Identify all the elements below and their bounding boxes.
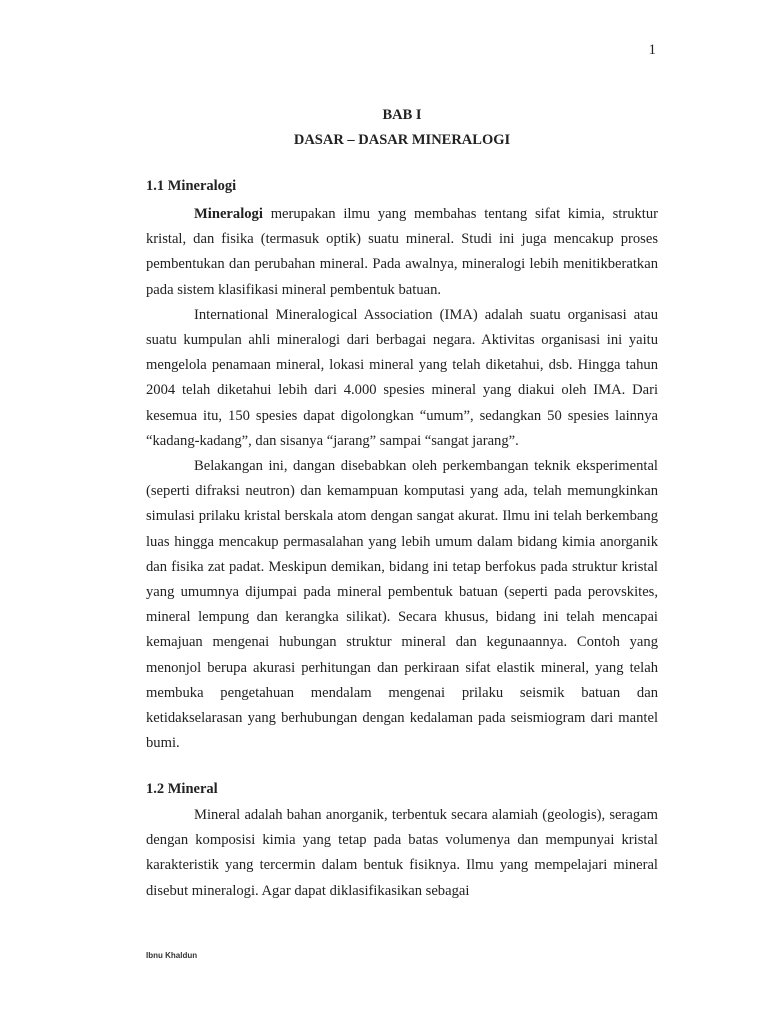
chapter-header bbox=[146, 103, 658, 153]
section-body-mineralogi bbox=[146, 202, 658, 756]
chapter-label: BAB I bbox=[382, 107, 422, 123]
section-heading-mineral: 1.2 Mineral bbox=[146, 781, 218, 797]
paragraph bbox=[146, 202, 658, 303]
paragraph: International Mineralogical Association (IMA) adalah suatu organisasi atau suatu kumpulan ahli mineralogi dari berbagai negara. Aktivitas organisasi ini yaitu mengelola penamaan mineral, lokasi mineral yang telah diketahui, dsb. Hingga tahun 2004 telah diketahui lebih dari 4.000 spesies mineral yang diakui oleh IMA. Dari kesemua itu, 150 spesies dapat digolongkan “umum”, sedangkan 50 spesies lainnya “kadang-kadang”, dan sisanya “jarang” sampai “sangat jarang”. bbox=[146, 306, 658, 449]
paragraph: Belakangan ini, dangan disebabkan oleh perkembangan teknik eksperimental (seperti difraksi neutron) dan kemampuan komputasi yang ada, telah memungkinkan simulasi prilaku kristal berskala atom dengan sangat akurat. Ilmu ini telah berkembang luas hingga mencakup permasalahan yang lebih umum dalam bidang kimia anorganik dan fisika zat padat. Meskipun demikan, bidang ini tetap berfokus pada struktur kristal yang umumnya dijumpai pada mineral pembentuk batuan (seperti pada perovskites, mineral lempung dan kerangka silikat). Secara khusus, bidang ini telah mencapai kemajuan mengenai hubungan struktur mineral dan kegunaannya. Contoh yang menonjol berupa akurasi perhitungan dan perkiraan sifat elastik mineral, yang telah membuka pengetahuan mendalam mengenai prilaku seismik batuan dan ketidakselarasan yang berhubungan dengan kedalaman pada seismiogram dari mantel bumi. bbox=[146, 458, 658, 752]
page-number: 1 bbox=[648, 42, 656, 58]
paragraph: Mineral adalah bahan anorganik, terbentuk secara alamiah (geologis), seragam dengan komposisi kimia yang tetap pada batas volumenya dan mempunyai kristal karakteristik yang tercermin dalam bentuk fisiknya. Ilmu yang mempelajari mineral disebut mineralogi. Agar dapat diklasifikasikan sebagai bbox=[146, 807, 658, 899]
section-heading-mineralogi: 1.1 Mineralogi bbox=[146, 178, 237, 194]
paragraph-term: Mineralogi bbox=[194, 206, 263, 222]
footer-author: Ibnu Khaldun bbox=[146, 951, 198, 960]
paragraph-text: merupakan ilmu yang membahas tentang sifat kimia, struktur kristal, dan fisika (termasuk optik) suatu mineral. Studi ini juga mencakup proses pembentukan dan perubahan mineral. Pada awalnya, mineralogi lebih menitikberatkan pada sistem klasifikasi mineral pembentuk batuan. bbox=[146, 206, 658, 298]
chapter-title: DASAR – DASAR MINERALOGI bbox=[293, 132, 511, 148]
section-body-mineral bbox=[146, 803, 658, 904]
